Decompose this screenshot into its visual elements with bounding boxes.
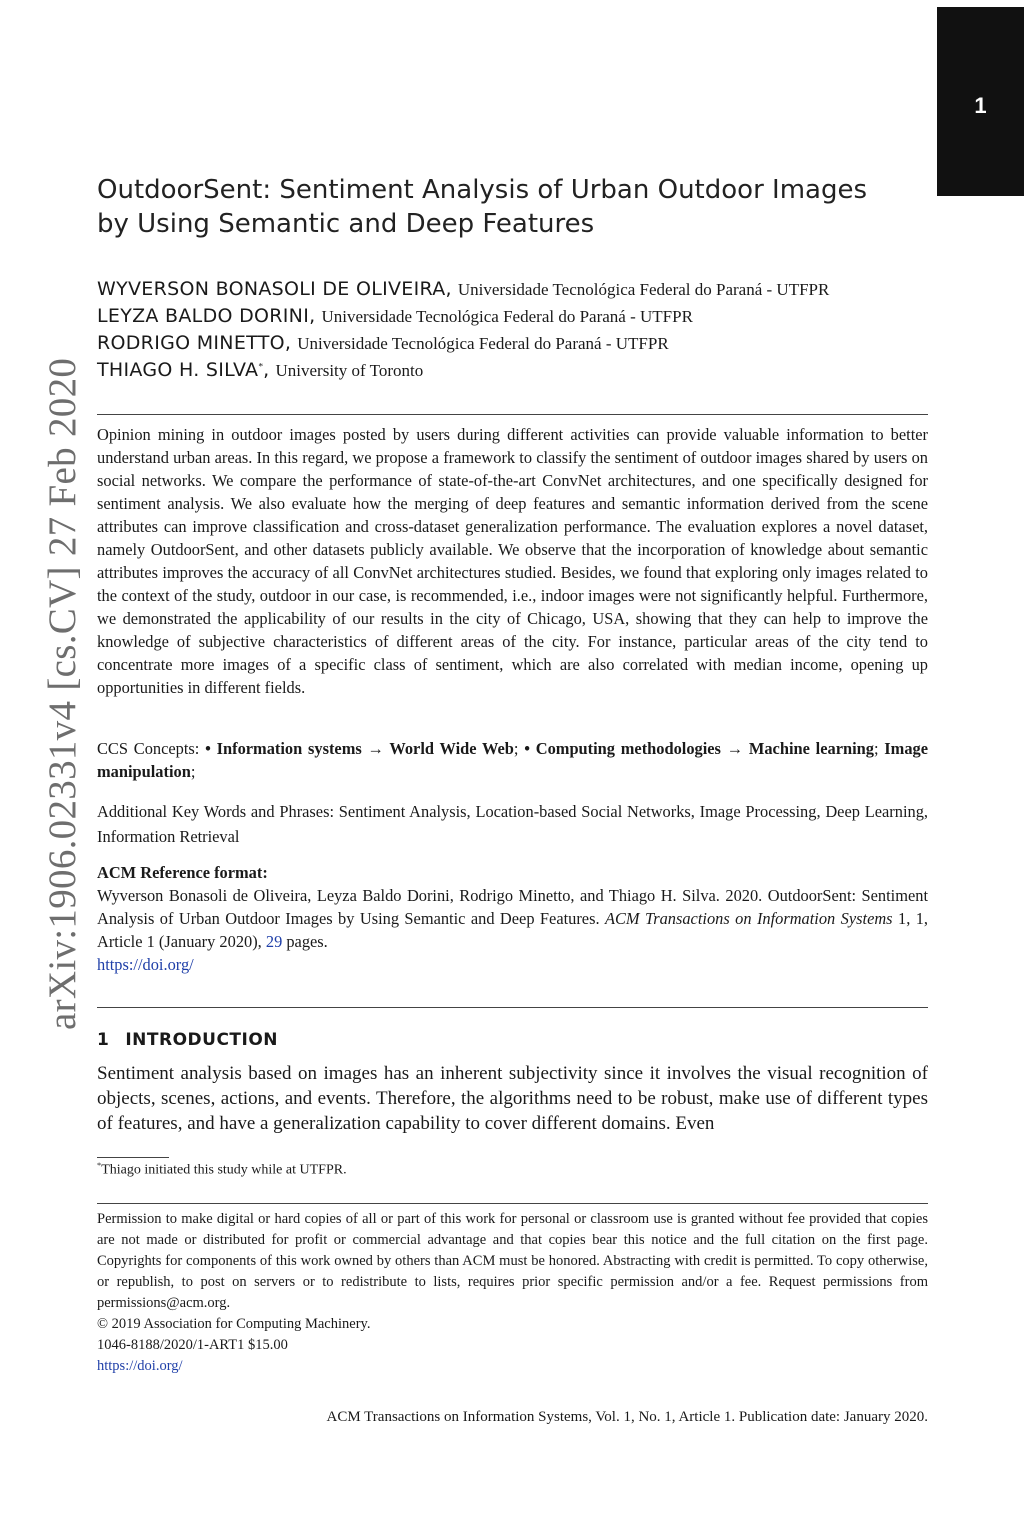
ccs-label: CCS Concepts: [97,739,206,758]
issn: 1046-8188/2020/1-ART1 $15.00 [97,1337,288,1353]
pages-link[interactable]: 29 [265,932,283,951]
reference-text: pages. [282,932,328,951]
top-divider [97,414,928,415]
footnote-text: Thiago initiated this study while at UTFPR. [101,1162,347,1178]
running-footer: ACM Transactions on Information Systems, Vol. 1, No. 1, Article 1. Publication date: January 2020. [326,1409,928,1425]
permission-divider [97,1203,928,1204]
footnote-mark: * [97,1161,102,1170]
author-name: RODRIGO MINETTO, [97,332,292,354]
author-1 [97,278,829,300]
author-2 [97,305,693,327]
abstract: Opinion mining in outdoor images posted by users during different activities can provide valuable information to better understand urban areas. In this regard, we propose a framework to classify the sentiment of outdoor images shared by users on social networks. We compare the performance of state-of-the-art ConvNet architectures, and one specifically designed for sentiment analysis. We also evaluate how the merging of deep features and semantic information derived from the scene attributes can improve classification and cross-dataset generalization performance. The evaluation explores a novel dataset, namely OutdoorSent, and other datasets publicly available. We observe that the incorporation of knowledge about semantic attributes improves the accuracy of all ConvNet architectures studied. Besides, we found that exploring only images related to the context of the study, outdoor in our case, is recommended, i.e., indoor images were not significantly helpful. Furthermore, we demonstrated the applicability of our results in the city of Chicago, USA, showing that they can help to improve the knowledge of subjective characteristics of different areas of the city. For instance, particular areas of the city tend to concentrate more images of a specific class of sentiment, which are also correlated with median income, opening up opportunities in different fields. [97,425,928,697]
section-heading [97,1030,278,1050]
reference-text: Wyverson Bonasoli de Oliveira, Leyza Baldo Dorini, Rodrigo Minetto, and Thiago H. Silva. 2020. OutdoorSent: Sentiment Analysis of Urban Outdoor Images by Using Semantic and Deep Features. [97,886,928,928]
author-affiliation: University of Toronto [275,361,424,380]
author-affiliation: Universidade Tecnológica Federal do Paraná - UTFPR [297,334,669,353]
section-number: 1 [97,1030,110,1050]
ccs-separator: ; [873,739,885,758]
intro-paragraph: Sentiment analysis based on images has an inherent subjectivity since it involves the visual recognition of objects, scenes, actions, and events. Therefore, the algorithms need to be robust, make use of different types of features, and have a generalization capability to cover different domains. Even [97,1063,928,1134]
reference-heading-text: ACM Reference format: [97,863,268,882]
arxiv-stamp: arXiv:1906.02331v4 [cs.CV] 27 Feb 2020 [41,357,84,1030]
author-affiliation: Universidade Tecnológica Federal do Paraná - UTFPR [321,307,693,326]
reference-heading [97,861,928,884]
author-comma: , [263,359,270,381]
ccs-separator: ; [513,739,525,758]
doi-link[interactable]: https://doi.org/ [97,1358,183,1374]
footnote [97,1161,347,1179]
author-name: WYVERSON BONASOLI DE OLIVEIRA, [97,278,452,300]
author-name: LEYZA BALDO DORINI, [97,305,316,327]
copyright: © 2019 Association for Computing Machinery. [97,1316,371,1332]
abstract-divider [97,1007,928,1008]
ccs-end: ; [190,762,196,781]
journal-name: ACM Transactions on Information Systems [604,909,893,928]
section-title: INTRODUCTION [125,1030,279,1050]
ccs-concept-3: Image manipulation [97,739,928,781]
ccs-concept-2: • Computing methodologies → Machine learning [524,739,874,758]
author-name: THIAGO H. SILVA [97,359,259,381]
permission-notice: Permission to make digital or hard copies of all or part of this work for personal or classroom use is granted without fee provided that copies are not made or distributed for profit or commercial advantage and that copies bear this notice and the full citation on the first page. Copyrights for components of this work owned by others than ACM must be honored. Abstracting with credit is permitted. To copy otherwise, or republish, to post on servers or to redistribute to lists, requires prior specific permission and/or a fee. Request permissions from permissions@acm.org. [97,1211,928,1311]
page-number-tab [937,7,1024,196]
reference-doi-link[interactable]: https://doi.org/ [97,955,194,974]
author-affiliation: Universidade Tecnológica Federal do Paraná - UTFPR [457,280,830,299]
reference-text: 1, 1, Article 1 (January 2020), [97,909,929,951]
footnote-mark: * [258,361,264,373]
paper-title: OutdoorSent: Sentiment Analysis of Urban Outdoor Images by Using Semantic and Deep Features [97,175,867,239]
ccs-concept-1: • Information systems → World Wide Web [205,739,514,758]
author-4 [97,359,423,381]
ccs-concepts [97,737,928,783]
footnote-divider [97,1157,169,1158]
reference-format [97,884,928,976]
author-3 [97,332,669,354]
page-number: 1 [974,93,987,118]
keywords: Additional Key Words and Phrases: Sentiment Analysis, Location-based Social Networks, Image Processing, Deep Learning, Information Retrieval [97,802,928,846]
